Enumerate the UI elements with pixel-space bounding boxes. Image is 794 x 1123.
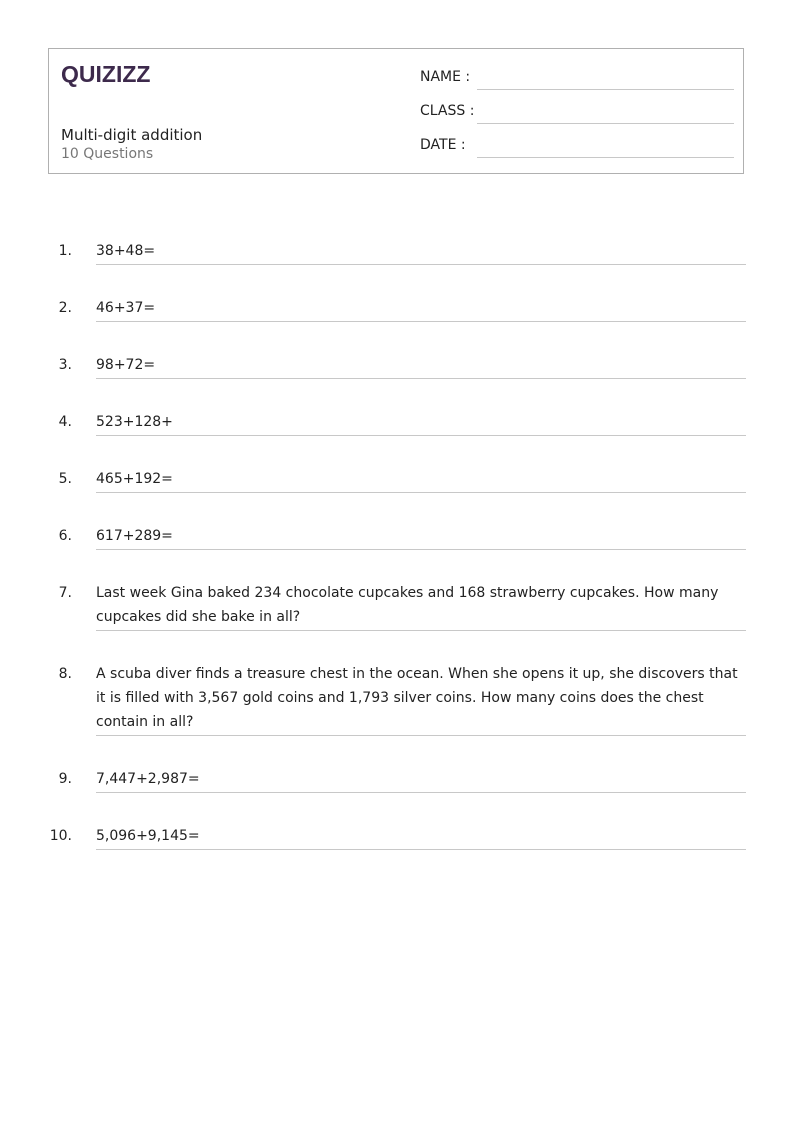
worksheet-title: Multi-digit addition	[61, 126, 203, 144]
question-text: 38+48=	[96, 243, 156, 259]
worksheet-header	[48, 48, 744, 174]
answer-line[interactable]	[96, 378, 746, 379]
date-field[interactable]	[420, 137, 734, 157]
quizizz-logo: QUIZIZZ	[61, 61, 151, 87]
question-number: 6.	[58, 528, 72, 544]
class-label: CLASS :	[420, 103, 475, 119]
date-line[interactable]	[477, 157, 734, 158]
answer-line[interactable]	[96, 735, 746, 736]
question-number: 7.	[58, 585, 72, 601]
question-text: 5,096+9,145=	[96, 828, 200, 844]
date-label: DATE :	[420, 137, 466, 153]
question-number: 2.	[58, 300, 72, 316]
question-text: 465+192=	[96, 471, 173, 487]
question-text: 46+37=	[96, 300, 156, 316]
question-number: 10.	[49, 828, 72, 844]
answer-line[interactable]	[96, 549, 746, 550]
question-number: 5.	[58, 471, 72, 487]
answer-line[interactable]	[96, 492, 746, 493]
answer-line[interactable]	[96, 435, 746, 436]
answer-line[interactable]	[96, 792, 746, 793]
answer-line[interactable]	[96, 849, 746, 850]
question-text: 523+128+	[96, 414, 173, 430]
question-text: Last week Gina baked 234 chocolate cupcakes and 168 strawberry cupcakes. How many cupcakes did she bake in all?	[96, 585, 719, 625]
question-text: A scuba diver finds a treasure chest in the ocean. When she opens it up, she discovers that it is filled with 3,567 gold coins and 1,793 silver coins. How many coins does the chest contain in all?	[96, 666, 738, 730]
question-text: 7,447+2,987=	[96, 771, 200, 787]
answer-line[interactable]	[96, 630, 746, 631]
question-text: 617+289=	[96, 528, 173, 544]
name-line[interactable]	[477, 89, 734, 90]
answer-line[interactable]	[96, 321, 746, 322]
question-number: 9.	[58, 771, 72, 787]
question-count: 10 Questions	[61, 146, 154, 162]
question-text: 98+72=	[96, 357, 156, 373]
name-label: NAME :	[420, 69, 471, 85]
class-line[interactable]	[477, 123, 734, 124]
name-field[interactable]	[420, 69, 734, 89]
class-field[interactable]	[420, 103, 734, 123]
question-number: 8.	[58, 666, 72, 682]
question-number: 3.	[58, 357, 72, 373]
question-number: 1.	[58, 243, 72, 259]
answer-line[interactable]	[96, 264, 746, 265]
question-number: 4.	[58, 414, 72, 430]
